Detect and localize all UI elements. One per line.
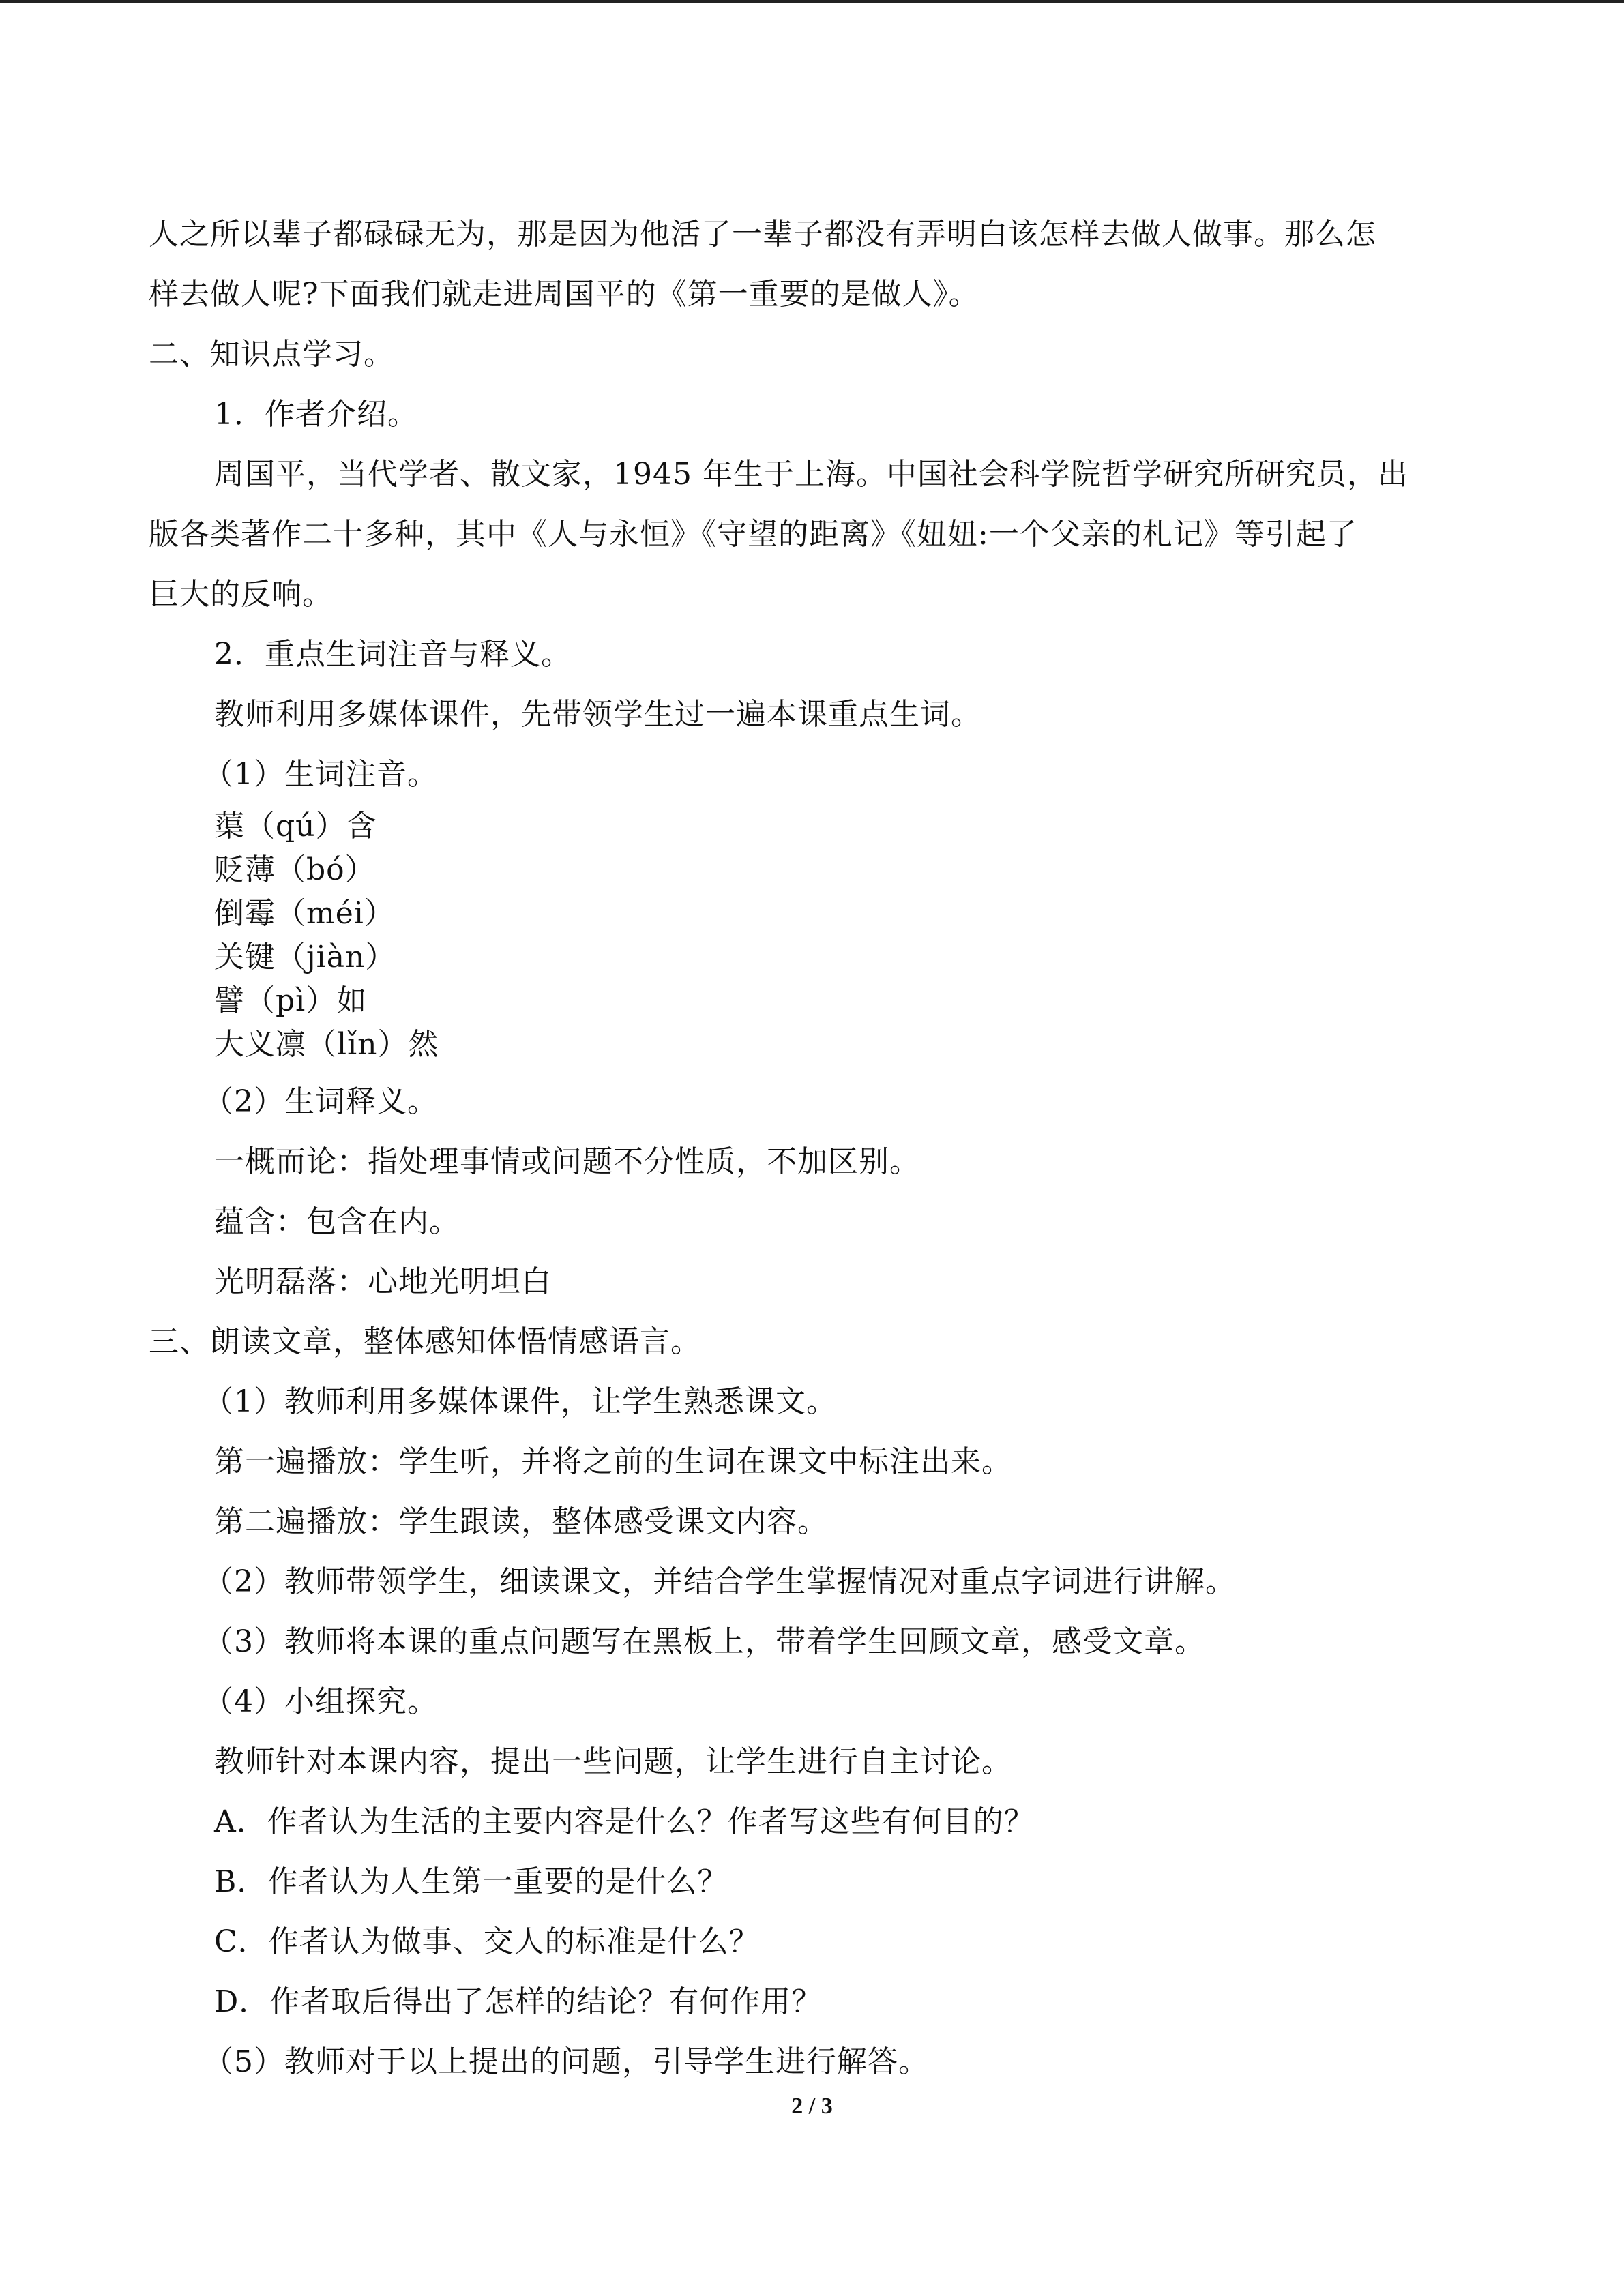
step-5: （5）教师对于以上提出的问题，引导学生进行解答。 <box>203 2044 929 2079</box>
section-2-heading: 二、知识点学习。 <box>149 337 394 372</box>
pinyin-item: 大义凛（lǐn）然 <box>214 1027 439 1062</box>
intro-line-2: 样去做人呢?下面我们就走进周国平的《第一重要的是做人》。 <box>149 277 979 312</box>
intro-line-1: 人之所以辈子都碌碌无为，那是因为他活了一辈子都没有弄明白该怎样去做人做事。那么怎 <box>149 217 1376 252</box>
section-3-heading: 三、朗读文章，整体感知体悟情感语言。 <box>149 1324 701 1359</box>
pinyin-item: 贬薄（bó） <box>214 852 376 887</box>
page-top-border <box>0 0 1624 3</box>
question-a: A．作者认为生活的主要内容是什么？作者写这些有何目的？ <box>214 1804 1035 1839</box>
question-c: C．作者认为做事、交人的标准是什么？ <box>214 1924 760 1959</box>
meaning-heading: （2）生词释义。 <box>203 1084 438 1119</box>
play-1: 第一遍播放：学生听，并将之前的生词在课文中标注出来。 <box>214 1444 1012 1479</box>
pinyin-item: 蕖（qú）含 <box>214 809 377 844</box>
author-line-3: 巨大的反响。 <box>149 577 333 612</box>
meaning-item: 光明磊落：心地光明坦白 <box>214 1264 552 1299</box>
step-1: （1）教师利用多媒体课件，让学生熟悉课文。 <box>203 1384 837 1419</box>
pinyin-item: 譬（pì）如 <box>214 983 368 1018</box>
meaning-item: 一概而论：指处理事情或问题不分性质，不加区别。 <box>214 1144 920 1179</box>
question-d: D．作者取后得出了怎样的结论？有何作用？ <box>214 1984 823 2019</box>
step-2: （2）教师带领学生，细读课文，并结合学生掌握情况对重点字词进行讲解。 <box>203 1564 1236 1599</box>
question-b: B．作者认为人生第一重要的是什么？ <box>214 1864 728 1899</box>
step-4: （4）小组探究。 <box>203 1684 438 1719</box>
vocab-intro: 教师利用多媒体课件，先带领学生过一遍本课重点生词。 <box>214 697 981 732</box>
author-heading: 1．作者介绍。 <box>214 397 418 432</box>
play-2: 第二遍播放：学生跟读，整体感受课文内容。 <box>214 1504 828 1539</box>
pinyin-item: 关键（jiàn） <box>214 940 396 974</box>
vocab-heading: 2．重点生词注音与释义。 <box>214 637 572 672</box>
author-line-2: 版各类著作二十多种，其中《人与永恒》《守望的距离》《妞妞:一个父亲的札记》等引起了 <box>149 517 1357 552</box>
meaning-item: 蕴含：包含在内。 <box>214 1204 460 1239</box>
discuss-intro: 教师针对本课内容，提出一些问题，让学生进行自主讨论。 <box>214 1744 1012 1779</box>
pinyin-item: 倒霉（méi） <box>214 896 395 931</box>
pinyin-heading: （1）生词注音。 <box>203 757 438 792</box>
author-line-1: 周国平，当代学者、散文家，1945 年生于上海。中国社会科学院哲学研究所研究员，出 <box>214 457 1408 492</box>
step-3: （3）教师将本课的重点问题写在黑板上，带着学生回顾文章，感受文章。 <box>203 1624 1205 1659</box>
pinyin-list <box>149 805 1465 1067</box>
page-number: 2 / 3 <box>791 2093 833 2119</box>
document-body <box>149 205 1465 2092</box>
